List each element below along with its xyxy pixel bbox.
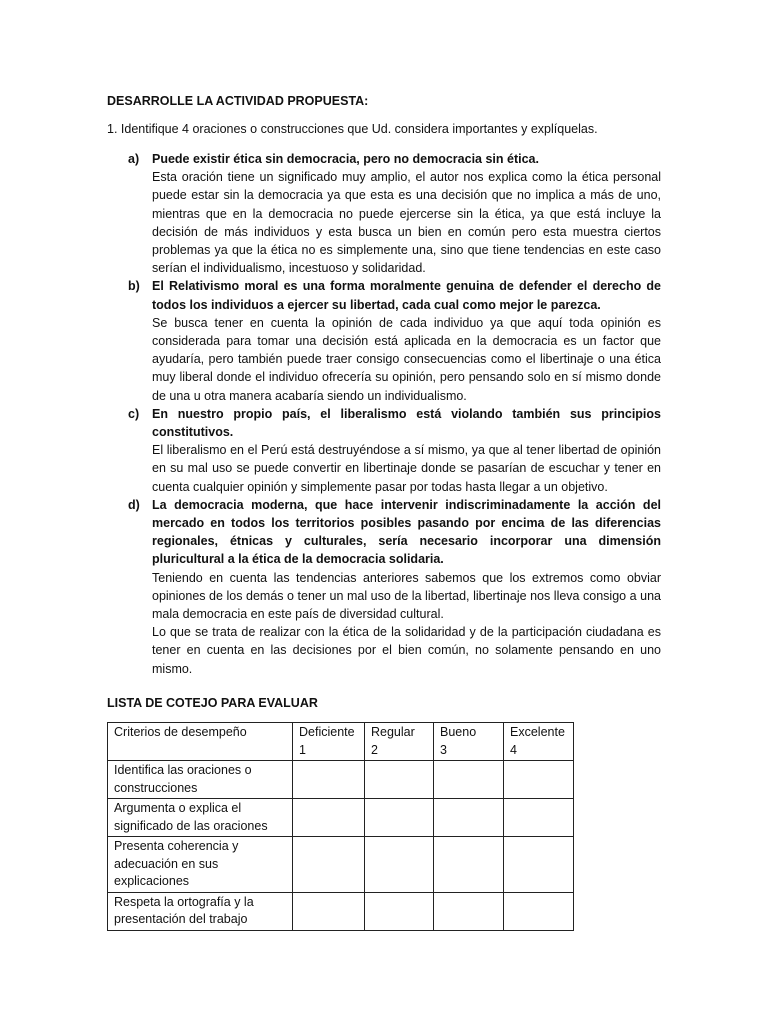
header-label: Deficiente bbox=[299, 725, 355, 739]
criterio-cell: Identifica las oraciones o construcciones bbox=[108, 761, 293, 799]
answer-list bbox=[107, 150, 661, 678]
header-score: 1 bbox=[299, 742, 306, 757]
header-score: 2 bbox=[371, 742, 378, 757]
table-header-row bbox=[108, 723, 574, 761]
score-cell bbox=[434, 837, 504, 893]
criterio-cell: Argumenta o explica el significado de las oraciones bbox=[108, 799, 293, 837]
score-cell bbox=[365, 761, 434, 799]
item-letter: b) bbox=[128, 279, 140, 294]
score-cell bbox=[504, 837, 574, 893]
checklist-title: LISTA DE COTEJO PARA EVALUAR bbox=[107, 696, 318, 710]
item-title: Puede existir ética sin democracia, pero no democracia sin ética. bbox=[152, 152, 539, 166]
header-regular bbox=[365, 723, 434, 761]
table-row bbox=[108, 892, 574, 930]
score-cell bbox=[293, 892, 365, 930]
criterio-cell: Presenta coherencia y adecuación en sus explicaciones bbox=[108, 837, 293, 893]
score-cell bbox=[434, 761, 504, 799]
table-row bbox=[108, 761, 574, 799]
score-cell bbox=[504, 799, 574, 837]
header-score: 3 bbox=[440, 742, 447, 757]
header-deficiente bbox=[293, 723, 365, 761]
header-criterios bbox=[108, 723, 293, 761]
answer-item-b bbox=[107, 277, 661, 404]
item-letter: d) bbox=[128, 497, 140, 512]
activity-heading: DESARROLLE LA ACTIVIDAD PROPUESTA: bbox=[107, 94, 369, 108]
item-title: En nuestro propio país, el liberalismo está violando también sus principios constitutivos. bbox=[152, 406, 661, 440]
checklist-table bbox=[107, 722, 574, 931]
score-cell bbox=[504, 761, 574, 799]
item-explanation: Esta oración tiene un significado muy amplio, el autor nos explica como la ética personal puede estar sin la democracia ya que esta es una decisión que no implica a más de uno, mientras que en la democracia no puede ejercerse sin la ética, ya que está incluye la decisión de más individuos y esta busca un bien en común pero esta muestra ciertos problemas ya que la ética no es simplemente una, sino que tiene tendencias en este caso serían el individualismo, incestuoso y solidaridad. bbox=[152, 170, 661, 276]
answer-item-a bbox=[107, 150, 661, 277]
answer-item-d bbox=[107, 496, 661, 678]
score-cell bbox=[434, 892, 504, 930]
header-bueno bbox=[434, 723, 504, 761]
criterio-cell: Respeta la ortografía y la presentación del trabajo bbox=[108, 892, 293, 930]
score-cell bbox=[293, 761, 365, 799]
item-explanation: Se busca tener en cuenta la opinión de cada individuo ya que aquí toda opinión es considerada para tomar una decisión está aplicada en la democracia es un factor que ayudaría, pero también puede traer consigo consecuencias como el libertinaje o una ética muy liberal donde el individuo ofrecería su opinión, pero pensando solo en sí mismo donde de una u otra manera acabaría siendo un individualismo. bbox=[152, 315, 661, 403]
item-explanation: El liberalismo en el Perú está destruyéndose a sí mismo, ya que al tener libertad de opinión en su mal uso se puede convertir en libertinaje donde se pasarían de escuchar y tener en cuenta cualquier opinión y simplemente pasar por todas hasta llegar a un objetivo. bbox=[152, 443, 661, 494]
item-letter: c) bbox=[128, 406, 140, 421]
question-1: 1. Identifique 4 oraciones o construcciones que Ud. considera importantes y explíquelas. bbox=[107, 122, 598, 136]
header-label: Bueno bbox=[440, 725, 477, 739]
header-label: Criterios de desempeño bbox=[114, 725, 247, 739]
header-label: Regular bbox=[371, 725, 415, 739]
answer-item-c bbox=[107, 405, 661, 496]
header-excelente bbox=[504, 723, 574, 761]
score-cell bbox=[293, 799, 365, 837]
item-title: El Relativismo moral es una forma moralmente genuina de defender el derecho de todos los individuos a ejercer su libertad, cada cual como mejor le parezca. bbox=[152, 279, 661, 312]
header-score: 4 bbox=[510, 742, 517, 757]
score-cell bbox=[434, 799, 504, 837]
item-letter: a) bbox=[128, 152, 140, 166]
header-label: Excelente bbox=[510, 725, 565, 739]
score-cell bbox=[504, 892, 574, 930]
item-explanation: Lo que se trata de realizar con la ética de la solidaridad y de la participación ciudadana es tener en cuenta en las decisiones por el bien común, no solamente pensando en uno mismo. bbox=[152, 625, 661, 676]
table-row bbox=[108, 799, 574, 837]
item-title: La democracia moderna, que hace intervenir indiscriminadamente la acción del mercado en todos los territorios posibles pasando por encima de las diferencias regionales, étnicas y culturales, sería necesario incorporar una dimensión pluricultural a la ética de la democracia solidaria. bbox=[152, 497, 661, 567]
score-cell bbox=[293, 837, 365, 893]
score-cell bbox=[365, 799, 434, 837]
table-row bbox=[108, 837, 574, 893]
score-cell bbox=[365, 837, 434, 893]
item-explanation: Teniendo en cuenta las tendencias anteriores sabemos que los extremos como obviar opiniones de los demás o tener un mal uso de la libertad, libertinaje nos lleva consigo a una mala democracia en este país de diversidad cultural. bbox=[152, 570, 661, 622]
score-cell bbox=[365, 892, 434, 930]
